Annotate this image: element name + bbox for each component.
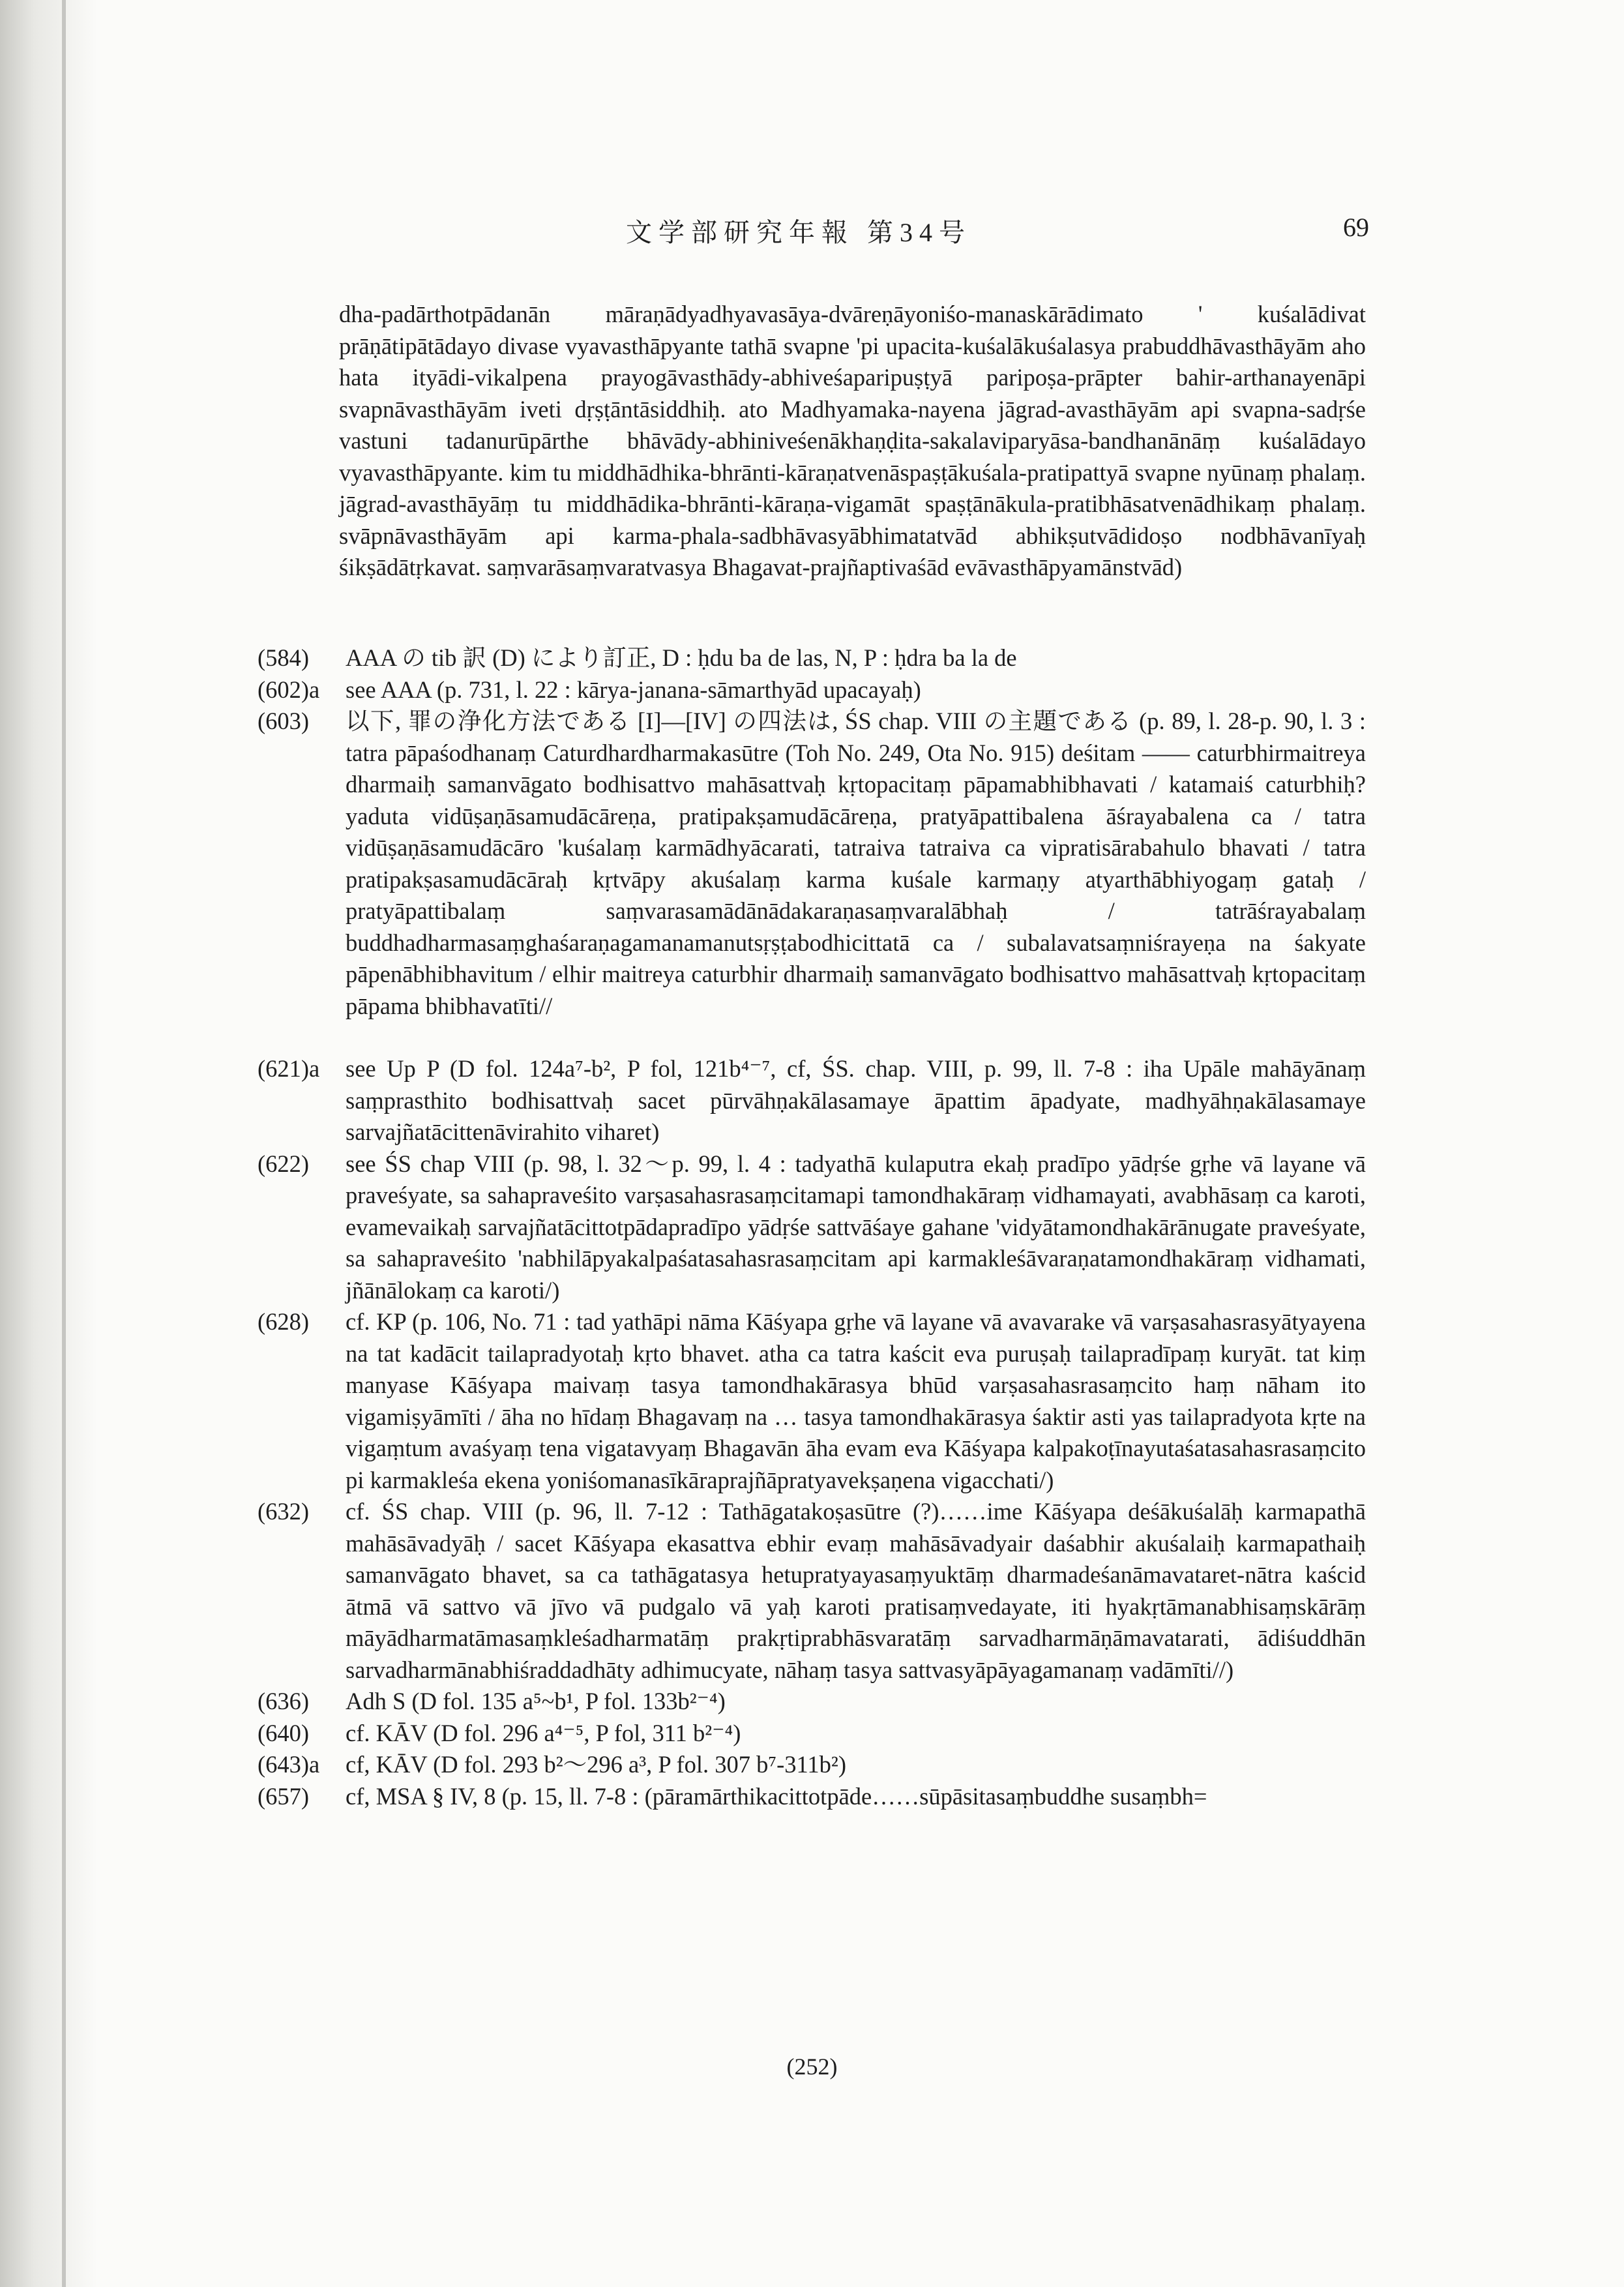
note-text: AAA の tib 訳 (D) により訂正, D : ḥdu ba de las, N, P : ḥdra ba la de	[346, 644, 1017, 671]
note-584	[258, 642, 1366, 674]
note-text: cf. KĀV (D fol. 296 a⁴⁻⁵, P fol, 311 b²⁻⁴)	[346, 1719, 741, 1746]
note-number: (657)	[258, 1782, 310, 1810]
page-header	[626, 212, 1369, 251]
note-603	[258, 706, 1366, 1022]
note-643a	[258, 1749, 1366, 1781]
note-number: (632)	[258, 1498, 310, 1525]
footer-page-code: (252)	[786, 2054, 838, 2080]
note-628	[258, 1306, 1366, 1496]
note-text: see Up P (D fol. 124a⁷-b², P fol, 121b⁴⁻⁷, cf, ŚS. chap. VIII, p. 99, ll. 7-8 : iha Upāle mahāyānaṃ saṃprasthito bodhisattvaḥ sacet pūrvāhṇakālasamaye āpattim āpadyate, madhyāhṇakālasamaye sarvajñatācittenāvirahito viharet)	[346, 1055, 1366, 1145]
journal-title: 文学部研究年報 第34号	[626, 218, 971, 247]
body-text-block	[339, 299, 1366, 584]
note-gap	[258, 1022, 1366, 1053]
note-602a	[258, 674, 1366, 706]
note-number: (603)	[258, 708, 310, 734]
note-text: cf, KĀV (D fol. 293 b²～296 a³, P fol. 307 b⁷-311b²)	[346, 1751, 847, 1778]
note-640	[258, 1718, 1366, 1750]
note-number: (622)	[258, 1150, 310, 1177]
note-number: (640)	[258, 1719, 310, 1746]
note-text: Adh S (D fol. 135 a⁵~b¹, P fol. 133b²⁻⁴)	[346, 1688, 726, 1714]
note-text: see AAA (p. 731, l. 22 : kārya-janana-sāmarthyād upacayaḥ)	[346, 676, 921, 703]
note-number: (628)	[258, 1308, 310, 1335]
note-text: cf. ŚS chap. VIII (p. 96, ll. 7-12 : Tathāgatakoṣasūtre (?)……ime Kāśyapa deśākuśalāḥ karmapathā mahāsāvadyāḥ / sacet Kāśyapa ekasattva ebhir evaṃ mahāsāvadyair daśabhir akuśalaiḥ karmapathaiḥ samanvāgato bhavet, sa ca tathāgatasya hetupratyayasaṃyuktāṃ dharmadeśanāmavataret-nātra kaścid ātmā vā sattvo vā jīvo vā pudgalo vā yaḥ karoti pratisaṃvedayate, iti hyakṛtāmanabhisaṃskārāṃ māyādharmatāmasaṃkleśadharmatāṃ prakṛtiprabhāsvaratāṃ sarvadharmāṇāmavatarati, ādiśuddhān sarvadharmānabhiśraddadhāty adhimucyate, nāhaṃ tasya sattvasyāpāyagamanaṃ vadāmīti//)	[346, 1498, 1366, 1683]
body-paragraph: dha-padārthotpādanān māraṇādyadhyavasāya-dvāreṇāyoniśo-manaskārādimato ' kuśalādivat prāṇātipātādayo divase vyavasthāpyante tathā svapne 'pi upacita-kuśalākuśalasya prabuddhāvasthāyām aho hata ityādi-vikalpena prayogāvasthādy-abhiveśaparipuṣṭyā paripoṣa-prāpter bahir-arthanayenāpi svapnāvasthāyām iveti dṛṣṭāntāsiddhiḥ. ato Madhyamaka-nayena jāgrad-avasthāyām api svapna-sadṛśe vastuni tadanurūpārthe bhāvādy-abhiniveśenākhaṇḍita-sakalaviparyāsa-bandhanānāṃ kuśalādayo vyavasthāpyante. kim tu middhādhika-bhrānti-kāraṇatvenāspaṣṭākuśala-pratipattyā svapne nyūnaṃ phalaṃ. jāgrad-avasthāyāṃ tu middhādika-bhrānti-kāraṇa-vigamāt spaṣṭānākula-pratibhāsatvenādhikaṃ phalaṃ. svāpnāvasthāyām api karma-phala-sadbhāvasyābhimatatvād abhikṣutvādidoṣo nodbhāvanīyaḥ śikṣādātṛkavat. saṃvarāsaṃvaratvasya Bhagavat-prajñaptivaśād evāvasthāpyamānstvād)	[339, 301, 1366, 580]
note-text: cf, MSA § IV, 8 (p. 15, ll. 7-8 : (pāramārthikacittotpāde……sūpāsitasaṃbuddhe susaṃbh=	[346, 1782, 1207, 1810]
note-621a	[258, 1053, 1366, 1148]
note-622	[258, 1148, 1366, 1307]
scan-edge-shadow	[0, 0, 98, 2287]
page-number: 69	[1343, 213, 1369, 242]
notes-list	[258, 642, 1366, 1812]
note-number: (602)a	[258, 676, 320, 703]
note-text: 以下, 罪の浄化方法である [I]—[IV] の四法は, ŚS chap. VIII の主題である (p. 89, l. 28-p. 90, l. 3 : tatra pāpaśodhanaṃ Caturdhardharmakasūtre (Toh No. 249, Ota No. 915) deśitam —— caturbhirmaitreya dharmaiḥ samanvāgato bodhisattvo mahāsattvaḥ kṛtopacitaṃ pāpamabhibhavati / katamaiś caturbhiḥ? yaduta vidūṣaṇāsamudācāreṇa, pratipakṣamudācāreṇa, pratyāpattibalena āśrayabalena ca / tatra vidūṣaṇāsamudācāro 'kuśalaṃ karmādhyācarati, tatraiva tatraiva ca vipratisārabahulo bhavati / tatra pratipakṣasamudācāraḥ kṛtvāpy akuśalaṃ karma kuśale karmaṇy atyarthābhiyogaṃ gataḥ / pratyāpattibalaṃ saṃvarasamādānādakaraṇasaṃvaralābhaḥ / tatrāśrayabalaṃ buddhadharmasaṃghaśaraṇagamanamanutsṛṣṭabodhicittatā ca / subalavatsaṃniśrayeṇa na śakyate pāpenābhibhavitum / elhir maitreya caturbhir dharmaiḥ samanvāgato bodhisattvo mahāsattvaḥ kṛtopacitaṃ pāpama bhibhavatīti//	[346, 708, 1366, 1019]
note-number: (636)	[258, 1688, 310, 1714]
note-number: (584)	[258, 644, 310, 671]
note-636	[258, 1686, 1366, 1718]
note-657	[258, 1781, 1366, 1813]
note-number: (621)a	[258, 1055, 320, 1082]
note-text: cf. KP (p. 106, No. 71 : tad yathāpi nāma Kāśyapa gṛhe vā layane vā avavarake vā varṣasahasrasyātyayena na tat kadācit tailapradyotaḥ kṛto bhavet. atha ca tatra kaścit eva puruṣaḥ tailapradīpaṃ kuryāt. tat kiṃ manyase Kāśyapa maivaṃ tasya tamondhakārasya bhūd varṣasahasrasaṃcito haṃ nāham ito vigamiṣyāmīti / āha no hīdaṃ Bhagavaṃ na … tasya tamondhakārasya śaktir asti yas tailapradyota kṛte na vigaṃtum avaśyaṃ tena vigatavyaṃ Bhagavān āha evam eva Kāśyapa kalpakoṭīnayutaśatasahasrasaṃcito pi karmakleśa ekena yoniśomanasīkāraprajñāpratyavekṣaṇena vigacchati/)	[346, 1308, 1366, 1493]
scan-binding-line	[62, 0, 66, 2287]
page-footer	[0, 2053, 1624, 2080]
note-632	[258, 1496, 1366, 1686]
note-number: (643)a	[258, 1751, 320, 1778]
note-text: see ŚS chap VIII (p. 98, l. 32～p. 99, l. 4 : tadyathā kulaputra ekaḥ pradīpo yādṛśe gṛhe vā layane vā praveśyate, sa sahapraveśito varṣasahasrasaṃcitamapi tamondhakāraṃ vidhamayati, avabhāsaṃ ca karoti, evamevaikaḥ sarvajñatācittotpādapradīpo yādṛśe sattvāśaye gahane 'vidyātamondhakārānugate praveśyate, sa sahapraveśito 'nabhilāpyakalpaśatasahasrasaṃcitam api karmakleśāvaraṇatamondhakāraṃ vidhamati, jñānālokaṃ ca karoti/)	[346, 1150, 1366, 1304]
